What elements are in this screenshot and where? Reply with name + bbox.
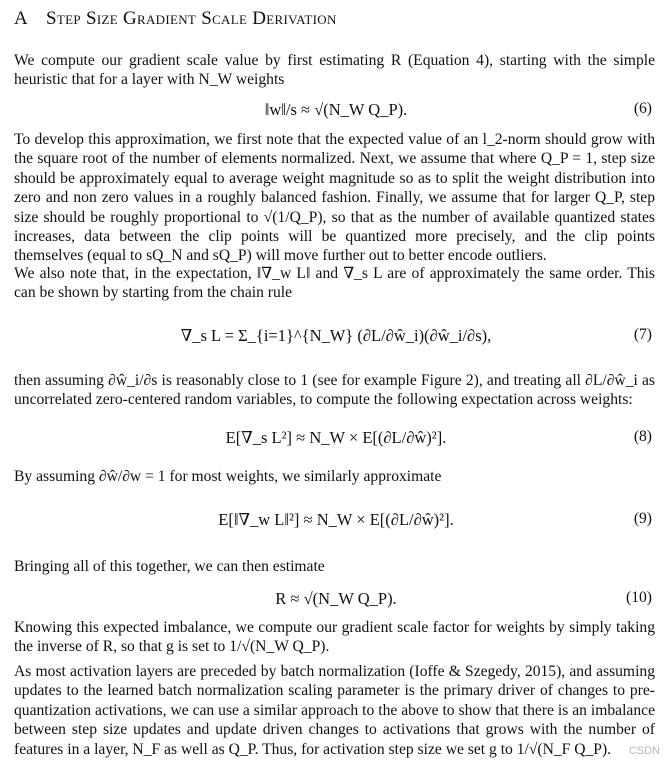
equation-10 (0, 585, 672, 615)
equation-7-number: (7) (633, 326, 652, 343)
paragraph-3: We also note that, in the expectation, ‖∇_w L‖ and ∇_s L are of approximately the same order. This can be shown by starting from the chain rule (14, 265, 655, 302)
equation-7 (0, 308, 672, 368)
paragraph-8: As most activation layers are preceded by batch normalization (Ioffe & Szegedy, 2015), and assuming updates to the learned batch normalization scaling parameter is the primary driver of changes to pre-quantization activations, we can use a similar approach to the above to show that there is an imbalance between step size updates and update driven changes to activations that grows with the number of features in a layer, N_F as well as Q_P. Thus, for activation step size we set g to 1/√(N_F Q_P). (14, 663, 655, 758)
paragraph-6: Bringing all of this together, we can then estimate (14, 558, 325, 575)
equation-6-number: (6) (633, 100, 652, 117)
section-heading (14, 8, 337, 30)
paragraph-7: Knowing this expected imbalance, we compute our gradient scale factor for weights by simply taking the inverse of R, so that g is set to 1/√(N_W Q_P). (14, 619, 655, 656)
section-title: Step Size Gradient Scale Derivation (46, 8, 337, 29)
equation-10-number: (10) (626, 589, 652, 606)
equation-10-expression: R ≈ √(N_W Q_P). (275, 589, 397, 608)
equation-8-number: (8) (633, 428, 652, 445)
watermark: CSDN (628, 745, 660, 757)
paragraph-1: We compute our gradient scale value by first estimating R (Equation 4), starting with the simple heuristic that for a layer with N_W weights (14, 52, 655, 89)
paragraph-4: then assuming ∂ŵ_i/∂s is reasonably close to 1 (see for example Figure 2), and treating all ∂L/∂ŵ_i as uncorrelated zero-centered random variables, to compute the following expectation across weights: (14, 372, 655, 409)
equation-9 (0, 494, 672, 544)
equation-8 (0, 412, 672, 460)
equation-9-number: (9) (633, 510, 652, 527)
section-letter: A (14, 8, 29, 29)
equation-6-expression: ‖w‖/s ≈ √(N_W Q_P). (264, 100, 408, 119)
equation-7-expression: ∇_s L = Σ_{i=1}^{N_W} (∂L/∂ŵ_i)(∂ŵ_i/∂s), (180, 326, 492, 345)
equation-9-expression: E[‖∇_w L‖²] ≈ N_W × E[(∂L/∂ŵ)²]. (218, 510, 454, 529)
paragraph-2: To develop this approximation, we first note that the expected value of an l_2-norm should grow with the square root of the number of elements normalized. Next, we assume that where Q_P = 1, step size should be approximately equal to average weight magnitude so as to split the weight distribution into zero and non zero values in a roughly balanced fashion. Finally, we assume that for larger Q_P, step size should be roughly proportional to √(1/Q_P), so that as the number of available quantized states increases, data between the clip points will be quantized more precisely, and the clip points themselves (equal to sQ_N and sQ_P) will move further out to better encode outliers. (14, 131, 655, 265)
paragraph-5: By assuming ∂ŵ/∂w = 1 for most weights, we similarly approximate (14, 468, 442, 485)
equation-8-expression: E[∇_s L²] ≈ N_W × E[(∂L/∂ŵ)²]. (225, 428, 447, 447)
